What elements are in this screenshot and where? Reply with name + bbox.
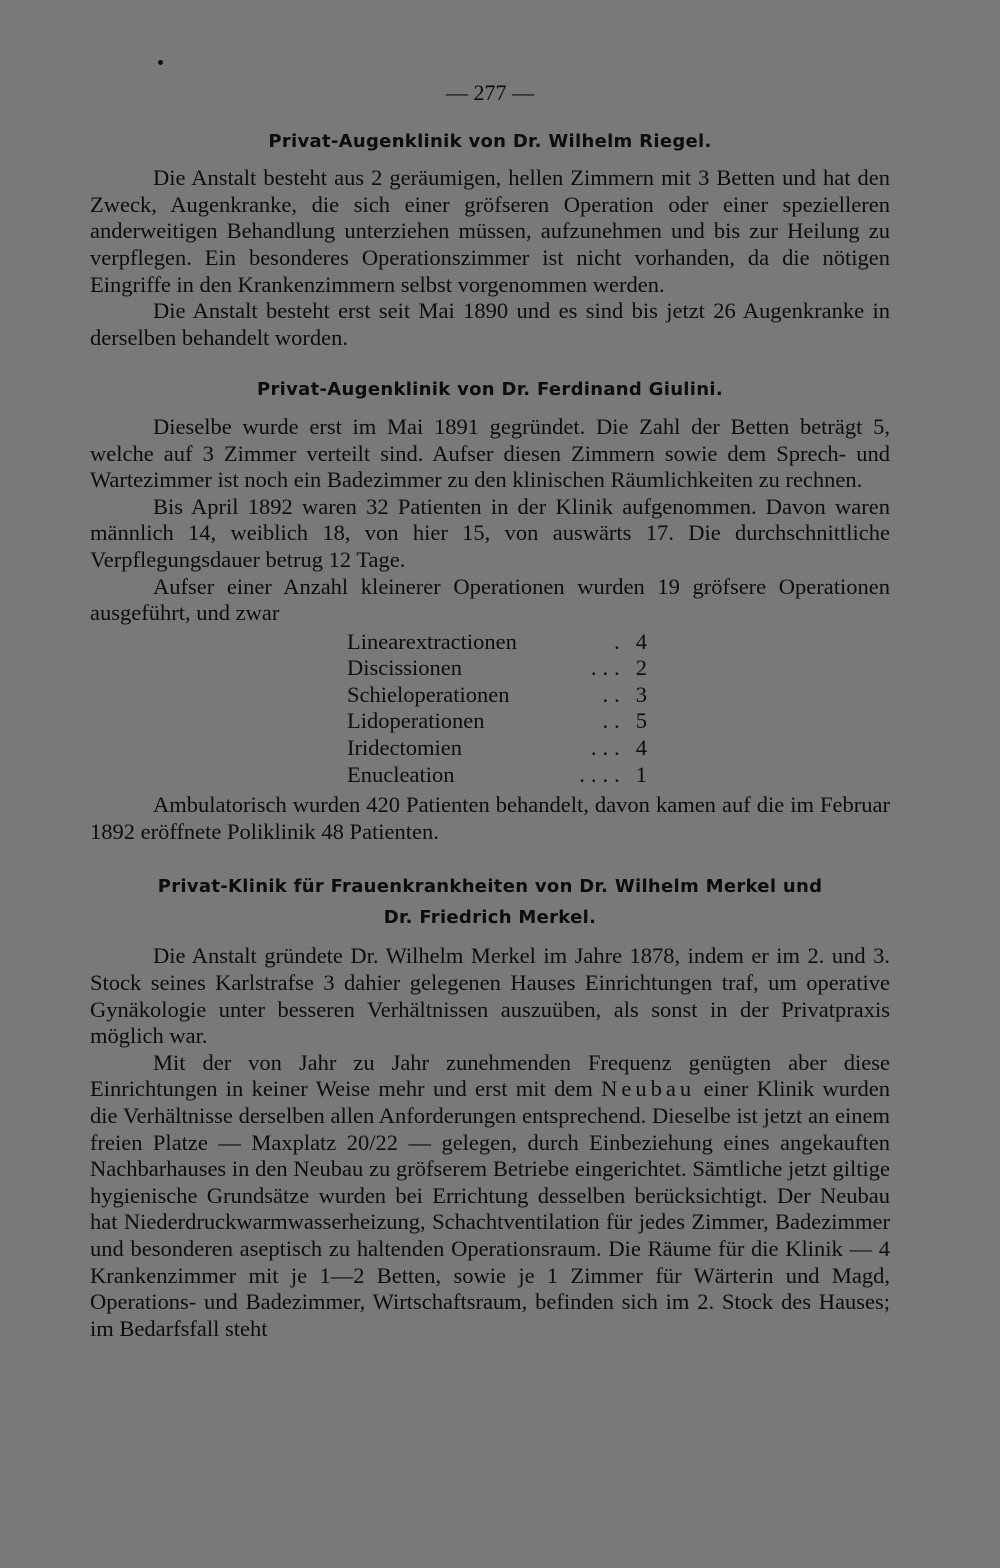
paragraph: Ambulatorisch wurden 420 Patienten behandelt, davon kamen auf die im Februar 1892 eröffnete Poliklinik 48 Patienten. (90, 792, 890, 844)
leader-dots: .. (602, 708, 626, 734)
leader-dots: .. (602, 681, 626, 707)
operation-row (347, 762, 647, 789)
section-heading: Privat-Augenklinik von Dr. Ferdinand Giulini. (257, 379, 723, 401)
paragraph: Aufser einer Anzahl kleinerer Operationen wurden 19 gröfsere Operationen ausgeführt, und zwar (90, 573, 890, 626)
operation-name: Iridectomien (347, 735, 462, 761)
paragraph: Die Anstalt gründete Dr. Wilhelm Merkel im Jahre 1878, indem er im 2. und 3. Stock seines Karlstrafse 3 dahier gelegenen Hauses Einrichtungen traf, um operative Gynäkologie unter besseren Verhältnissen auszuüben, als sonst in der Privatpraxis möglich war. (90, 943, 890, 1049)
operation-row (347, 735, 647, 762)
document-page (90, 80, 890, 1342)
text-run: einer Klinik wurden die Verhältnisse derselben allen Anforderungen entsprechend. Dieselbe ist jetzt an einem freien Platze — Maxplatz 20/22 — gelegen, durch Einbeziehung eines angekauften Nachbarhauses in den Neubau zu gröfserem Betriebe eingerichtet. Sämtliche jetzt giltige hygienische Grundsätze wurden bei Errichtung desselben berücksichtigt. Der Neubau hat Niederdruckwarmwasserheizung, Schachtventilation für jedes Zimmer, Badezimmer und besonderen aseptisch zu haltenden Operationsraum. Die Räume für die Klinik — 4 Krankenzimmer mit je 1—2 Betten, sowie je 1 Zimmer für Wärterin und Magd, Operations- und Badezimmer, Wirtschaftsraum, befinden sich im 2. Stock des Hauses; im Bedarfsfall steht (90, 1076, 891, 1341)
spaced-word: Neubau (601, 1076, 696, 1102)
section-merkel (90, 871, 890, 1342)
stray-ink-dot (158, 60, 163, 65)
leader-dots: ... (590, 655, 626, 681)
operation-name: Enucleation (347, 761, 455, 787)
operation-row (347, 655, 647, 682)
section-riegel (90, 129, 890, 352)
operation-name: Discissionen (347, 655, 462, 681)
section-giulini (90, 377, 890, 845)
page-number: — 277 — (446, 80, 534, 105)
operation-count: 5 (635, 708, 647, 734)
operation-name: Linearextractionen (347, 628, 517, 654)
operation-row (347, 682, 647, 709)
heading-line: Dr. Friedrich Merkel. (383, 907, 597, 929)
text-run: Mit der von Jahr zu Jahr zunehmenden Frequenz genügten aber diese Einrichtungen in keiner Weise mehr und erst mit dem (90, 1049, 890, 1102)
paragraph (90, 1050, 890, 1343)
section-heading: Privat-Augenklinik von Dr. Wilhelm Riegel. (268, 130, 712, 152)
paragraph: Bis April 1892 waren 32 Patienten in der Klinik aufgenommen. Davon waren männlich 14, weiblich 18, von hier 15, von auswärts 17. Die durchschnittliche Verpflegungsdauer betrug 12 Tage. (90, 493, 890, 572)
paragraph: Dieselbe wurde erst im Mai 1891 gegründet. Die Zahl der Betten beträgt 5, welche auf 3 Zimmer verteilt sind. Aufser diesen Zimmern sowie dem Sprech- und Wartezimmer ist noch ein Badezimmer zu den klinischen Räumlichkeiten zu rechnen. (90, 413, 890, 493)
operation-row (347, 708, 647, 735)
paragraph: Die Anstalt besteht erst seit Mai 1890 und es sind bis jetzt 26 Augenkranke in derselben behandelt worden. (90, 298, 890, 350)
leader-dots: .... (579, 761, 626, 787)
operations-list (347, 629, 647, 789)
operation-name: Lidoperationen (347, 708, 485, 734)
leader-dots: ... (590, 735, 626, 761)
operation-count: 3 (635, 681, 647, 707)
operation-count: 4 (635, 628, 647, 654)
section-heading (90, 871, 890, 933)
leader-dots: . (614, 628, 626, 654)
operation-count: 4 (635, 735, 647, 761)
operation-count: 2 (635, 655, 647, 681)
heading-line: Privat-Klinik für Frauenkrankheiten von Dr. Wilhelm Merkel und (157, 876, 823, 898)
operation-count: 1 (635, 761, 647, 787)
paragraph: Die Anstalt besteht aus 2 geräumigen, hellen Zimmern mit 3 Betten und hat den Zweck, Augenkranke, die sich einer gröfseren Operation oder einer spezielleren anderweitigen Behandlung unterziehen müssen, aufzunehmen und bis zur Heilung zu verpflegen. Ein besonderes Operationszimmer ist nicht vorhanden, da die nötigen Eingriffe in den Krankenzimmern selbst vorgenommen werden. (90, 165, 890, 297)
operation-name: Schieloperationen (347, 681, 510, 707)
operation-row (347, 629, 647, 656)
